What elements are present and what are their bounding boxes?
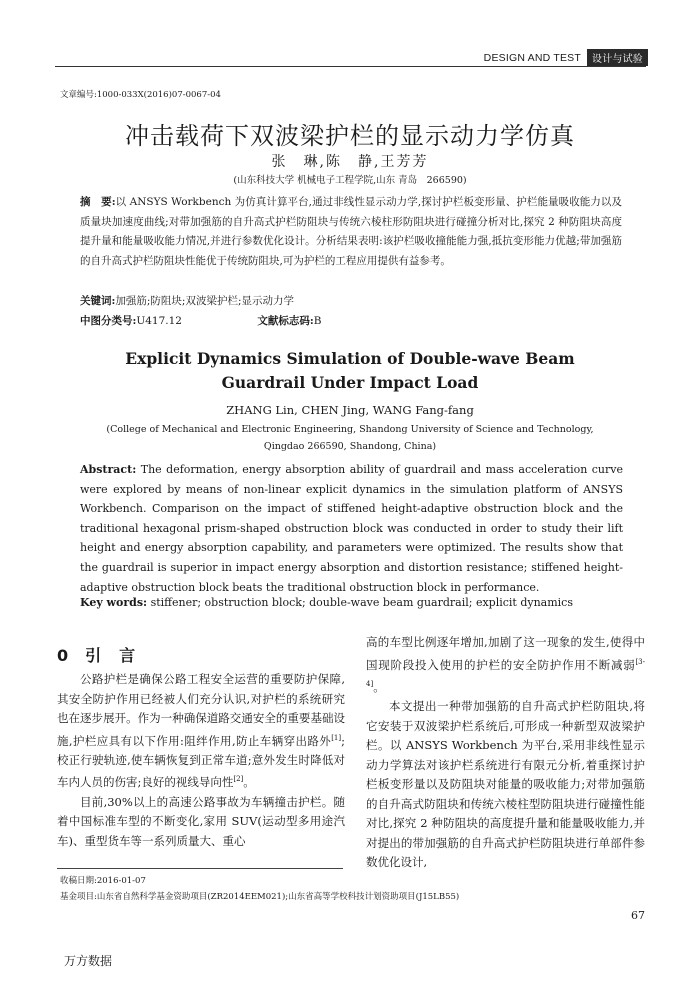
section-number: 0 — [57, 646, 70, 665]
citation[interactable]: [3-4] — [366, 657, 645, 688]
title-en-line2: Guardrail Under Impact Load — [221, 373, 479, 392]
doc-code-value: B — [313, 315, 322, 327]
authors-en: ZHANG Lin, CHEN Jing, WANG Fang-fang — [226, 403, 474, 417]
classification — [80, 313, 622, 328]
affiliation-zh: (山东科技大学 机械电子工程学院,山东 青岛 266590) — [233, 175, 467, 186]
footnote-received: 收稿日期:2016-01-07 — [60, 876, 146, 886]
paragraph: 本文提出一种带加强筋的自升高式护栏防阻块,将它安装于双波梁护栏系统后,可形成一种新型双波梁护栏。以 ANSYS Workbench 为平台,采用非线性显示动力学算法对该护栏系统进行有限元分析,着重探讨护栏板变形量以及防阻块对能量的吸收能力;对带加强筋的自升高式防阻块和传统六棱柱型防阻块进行碰撞性能对比,探究 2 种防阻块的高度提升量和能量吸收能力,并对提出的带加强筋的自升高式护栏防阻块进行单部件参数优化设计, — [366, 699, 645, 870]
footnote-fund: 基金项目:山东省自然科学基金资助项目(ZR2014EEM021);山东省高等学校科技计划资助项目(J15LB55) — [60, 892, 460, 902]
brand-watermark: 万方数据 — [64, 954, 113, 968]
article-number: 文章编号:1000-033X(2016)07-0067-04 — [60, 90, 221, 100]
doc-code-label: 文献标志码: — [257, 315, 314, 327]
affiliation-en-line2: Qingdao 266590, Shandong, China) — [263, 441, 437, 452]
affiliation-en — [0, 421, 700, 455]
keywords-en-text: stiffener; obstruction block; double-wave beam guardrail; explicit dynamics — [150, 596, 573, 609]
abstract-zh-text: 以 ANSYS Workbench 为仿真计算平台,通过非线性显示动力学,探讨护栏板变形量、护栏能量吸收能力以及质量块加速度曲线;对带加强筋的自升高式护栏防阻块与传统六棱柱形防阻块进行碰撞分析对比,探究 2 种防阻块高度提升量和能量吸收能力情况,并进行参数优化设计。分析结果表明:该护栏吸收撞能能力强,抵抗变形能力优越;带加强筋的自升高式护栏防阻块性能优于传统防阻块,可为护栏的工程应用提供有益参考。 — [80, 196, 622, 267]
title-en-line1: Explicit Dynamics Simulation of Double-wave Beam — [125, 349, 575, 368]
clc-value: U417.12 — [136, 315, 182, 327]
journal-name-en: DESIGN AND TEST — [483, 51, 581, 64]
abstract-zh-label: 摘 要: — [80, 196, 116, 208]
section-tag: 设计与试验 — [587, 49, 648, 66]
abstract-en-label: Abstract: — [80, 463, 137, 476]
keywords-zh — [80, 293, 622, 308]
title-en — [0, 347, 700, 395]
citation[interactable]: [2] — [233, 775, 244, 784]
section-heading — [57, 643, 136, 666]
section-title: 引 言 — [85, 646, 137, 665]
abstract-en-text: The deformation, energy absorption ability of guardrail and mass acceleration curve were explored by means of non-linear explicit dynamics in the simulation platform of ANSYS Workbench. Comparison on the impact of stiffened height-adaptive obstruction block and the traditional hexagonal prism-shaped obstruction block was conducted in order to study their lift height and energy absorption capability, and parameters were optimized. The results show that the guardrail is superior in impact energy absorption and distortion resistance; stiffened height-adaptive obstruction block beats the traditional obstruction block in performance. — [80, 463, 624, 594]
affiliation-en-line1: (College of Mechanical and Electronic Engineering, Shandong University of Science and Technology, — [106, 424, 594, 435]
header-rule — [55, 66, 646, 67]
abstract-en — [80, 460, 623, 597]
clc-label: 中图分类号: — [80, 315, 137, 327]
paragraph: 目前,30%以上的高速公路事故为车辆撞击护栏。随着中国标准车型的不断变化,家用 SUV(运动型多用途汽车)、重型货车等一系列质量大、重心 — [57, 794, 345, 848]
abstract-zh — [80, 193, 622, 271]
page-number: 67 — [631, 909, 645, 922]
paragraph: 公路护栏是确保公路工程安全运营的重要防护保障,其安全防护作用已经被人们充分认识,对护栏的系统研究也在逐步展开。作为一种确保道路交通安全的重要基础设施,护栏应具有以下作用:阻绊作用,防止车辆穿出路外[1];校正行驶轨迹,使车辆恢复到正常车道;意外发生时降低对车内人员的伤害;良好的视线导向性[2]。 — [57, 672, 345, 790]
keywords-en-label: Key words: — [80, 596, 148, 609]
paragraph: 高的车型比例逐年增加,加剧了这一现象的发生,使得中国现阶段投入使用的护栏的安全防护作用不断减弱[3-4]。 — [366, 635, 645, 694]
citation[interactable]: [1] — [331, 733, 342, 742]
body-column-right — [366, 633, 645, 873]
footnote-rule — [57, 868, 343, 869]
journal-header — [484, 49, 648, 66]
body-column-left — [57, 670, 345, 851]
authors-zh: 张 琳,陈 静,王芳芳 — [271, 154, 429, 170]
keywords-zh-label: 关键词: — [80, 295, 116, 307]
title-zh: 冲击载荷下双波梁护栏的显示动力学仿真 — [125, 122, 575, 150]
keywords-en — [80, 596, 623, 609]
keywords-zh-text: 加强筋;防阻块;双波梁护栏;显示动力学 — [115, 295, 295, 307]
